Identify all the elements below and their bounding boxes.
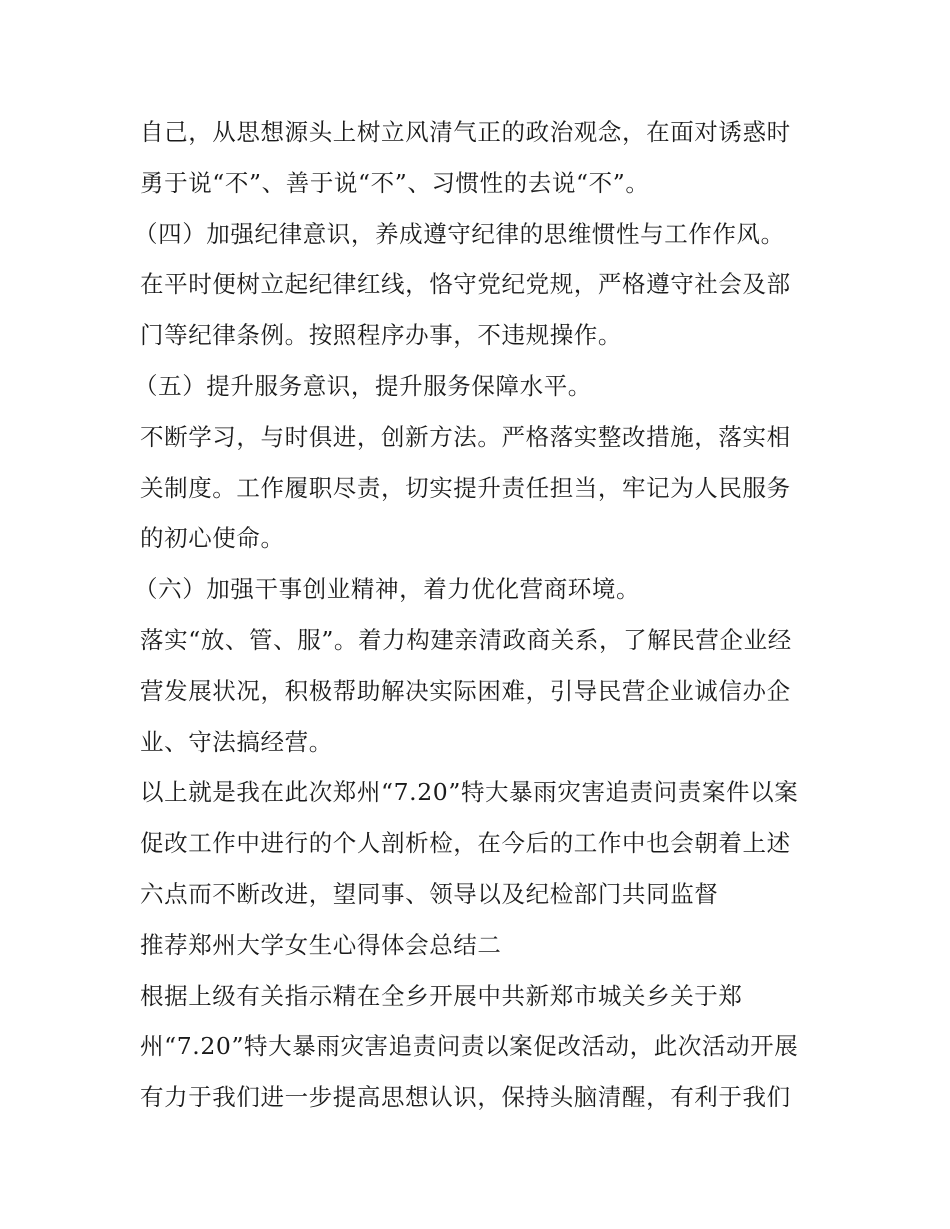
text-line: 六点而不断改进，望同事、领导以及纪检部门共同监督 [140, 879, 719, 908]
text-line: 有力于我们进一步提高思想认识，保持头脑清醒，有利于我们 [140, 1083, 791, 1112]
text-line: 以上就是我在此次郑州“7.20”特大暴雨灾害追责问责案件以案 [140, 778, 799, 807]
text-line: 勇于说“不”、善于说“不”、习惯性的去说“不”。 [140, 168, 650, 197]
section-heading-4: （四）加强纪律意识，养成遵守纪律的思维惯性与工作作风。 [134, 219, 785, 248]
text-line: 落实“放、管、服”。着力构建亲清政商关系，了解民营企业经 [140, 625, 792, 654]
text-line: 州“7.20”特大暴雨灾害追责问责以案促改活动，此次活动开展 [140, 1032, 799, 1061]
text-line: 业、守法搞经营。 [140, 727, 333, 756]
text-line: 不断学习，与时俱进，创新方法。严格落实整改措施，落实相 [140, 422, 791, 451]
text-line: 门等纪律条例。按照程序办事，不违规操作。 [140, 321, 622, 350]
text-line: 自己，从思想源头上树立风清气正的政治观念，在面对诱惑时 [140, 118, 791, 146]
text-line: 的初心使命。 [140, 524, 285, 553]
text-line: 在平时便树立起纪律红线，恪守党纪党规，严格遵守社会及部 [140, 270, 791, 299]
document-body [134, 107, 840, 1123]
text-line: 根据上级有关指示精在全乡开展中共新郑市城关乡关于郑 [140, 981, 743, 1010]
text-line: 关制度。工作履职尽责，切实提升责任担当，牢记为人民服务 [140, 473, 791, 502]
text-line: 营发展状况，积极帮助解决实际困难，引导民营企业诚信办企 [140, 676, 791, 705]
article-title: 推荐郑州大学女生心得体会总结二 [140, 930, 502, 959]
section-heading-6: （六）加强干事创业精神，着力优化营商环境。 [134, 575, 641, 604]
section-heading-5: （五）提升服务意识，提升服务保障水平。 [134, 371, 592, 400]
text-line: 促改工作中进行的个人剖析检，在今后的工作中也会朝着上述 [140, 829, 791, 858]
